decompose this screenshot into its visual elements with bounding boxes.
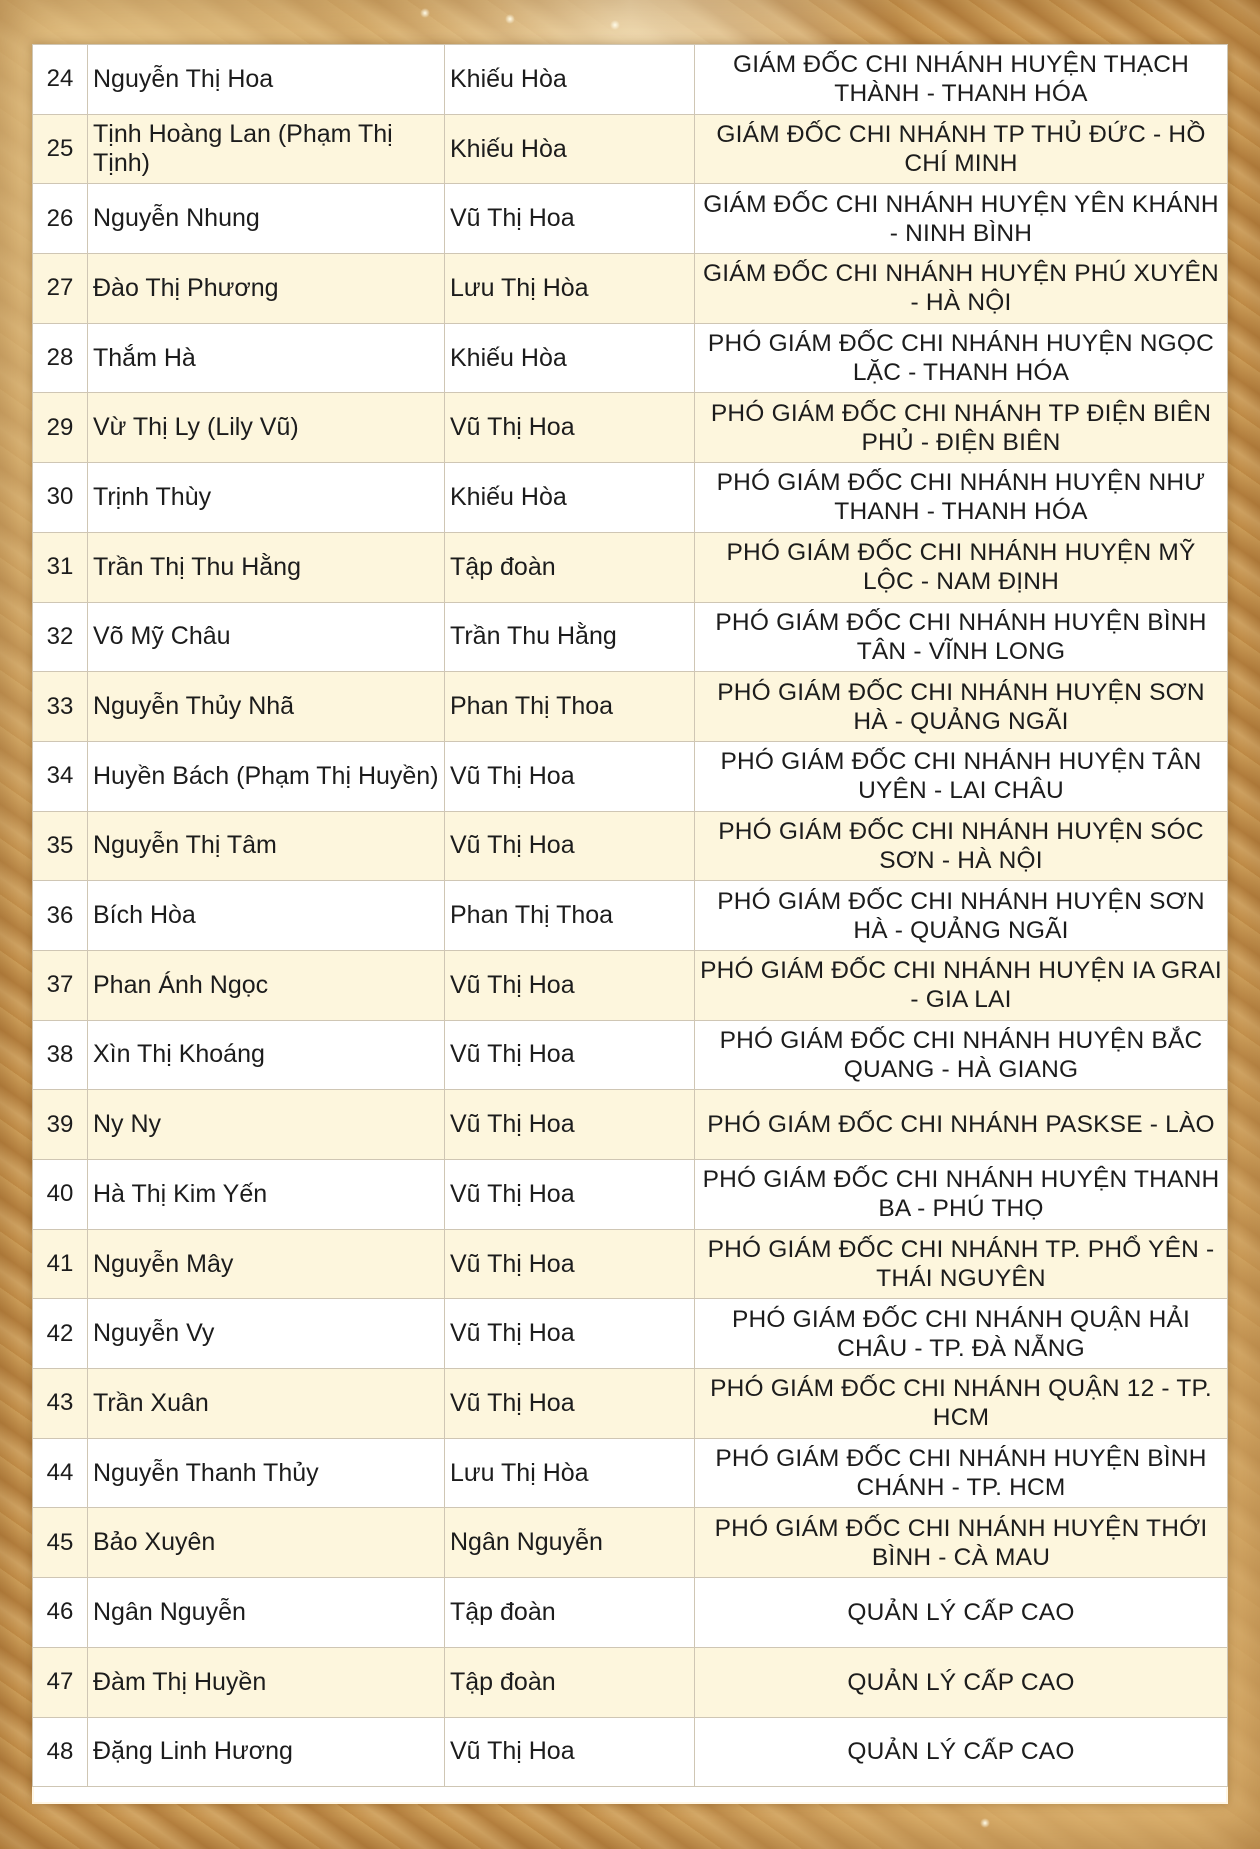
- member-name: Xìn Thị Khoáng: [88, 1020, 445, 1090]
- row-number: 37: [33, 950, 88, 1020]
- table-row: [33, 1020, 1228, 1090]
- member-name: Thắm Hà: [88, 323, 445, 393]
- member-name: Đặng Linh Hương: [88, 1717, 445, 1787]
- table-row: [33, 741, 1228, 811]
- table-row: [33, 602, 1228, 672]
- position-title: GIÁM ĐỐC CHI NHÁNH HUYỆN PHÚ XUYÊN - HÀ NỘI: [695, 254, 1228, 324]
- row-number: 38: [33, 1020, 88, 1090]
- position-title: PHÓ GIÁM ĐỐC CHI NHÁNH PASKSE - LÀO: [695, 1090, 1228, 1160]
- position-title: PHÓ GIÁM ĐỐC CHI NHÁNH HUYỆN THỚI BÌNH - CÀ MAU: [695, 1508, 1228, 1578]
- row-number: 32: [33, 602, 88, 672]
- position-title: PHÓ GIÁM ĐỐC CHI NHÁNH QUẬN HẢI CHÂU - TP. ĐÀ NẴNG: [695, 1299, 1228, 1369]
- referrer-name: Ngân Nguyễn: [445, 1508, 695, 1578]
- position-title: PHÓ GIÁM ĐỐC CHI NHÁNH HUYỆN IA GRAI - GIA LAI: [695, 950, 1228, 1020]
- row-number: 46: [33, 1578, 88, 1648]
- position-title: PHÓ GIÁM ĐỐC CHI NHÁNH HUYỆN BÌNH TÂN - VĨNH LONG: [695, 602, 1228, 672]
- table-row: [33, 393, 1228, 463]
- position-title: PHÓ GIÁM ĐỐC CHI NHÁNH HUYỆN SƠN HÀ - QUẢNG NGÃI: [695, 672, 1228, 742]
- member-name: Phan Ánh Ngọc: [88, 950, 445, 1020]
- row-number: 44: [33, 1438, 88, 1508]
- row-number: 33: [33, 672, 88, 742]
- row-number: 34: [33, 741, 88, 811]
- referrer-name: Vũ Thị Hoa: [445, 393, 695, 463]
- position-title: PHÓ GIÁM ĐỐC CHI NHÁNH HUYỆN SƠN HÀ - QUẢNG NGÃI: [695, 881, 1228, 951]
- row-number: 43: [33, 1369, 88, 1439]
- referrer-name: Vũ Thị Hoa: [445, 1717, 695, 1787]
- table-row: [33, 45, 1228, 115]
- table-row: [33, 184, 1228, 254]
- referrer-name: Tập đoàn: [445, 1647, 695, 1717]
- table-row: [33, 672, 1228, 742]
- table-row: [33, 114, 1228, 184]
- member-name: Trịnh Thùy: [88, 463, 445, 533]
- row-number: 35: [33, 811, 88, 881]
- member-name: Tịnh Hoàng Lan (Phạm Thị Tịnh): [88, 114, 445, 184]
- referrer-name: Tập đoàn: [445, 532, 695, 602]
- member-name: Nguyễn Thủy Nhã: [88, 672, 445, 742]
- row-number: 28: [33, 323, 88, 393]
- row-number: 47: [33, 1647, 88, 1717]
- member-name: Huyền Bách (Phạm Thị Huyền): [88, 741, 445, 811]
- position-title: PHÓ GIÁM ĐỐC CHI NHÁNH HUYỆN TÂN UYÊN - LAI CHÂU: [695, 741, 1228, 811]
- sparkle-decoration: [610, 20, 620, 30]
- member-name: Nguyễn Thanh Thủy: [88, 1438, 445, 1508]
- position-title: GIÁM ĐỐC CHI NHÁNH HUYỆN THẠCH THÀNH - THANH HÓA: [695, 45, 1228, 115]
- row-number: 45: [33, 1508, 88, 1578]
- roster-panel: [32, 44, 1228, 1804]
- referrer-name: Phan Thị Thoa: [445, 881, 695, 951]
- position-title: QUẢN LÝ CẤP CAO: [695, 1717, 1228, 1787]
- position-title: PHÓ GIÁM ĐỐC CHI NHÁNH HUYỆN NGỌC LẶC - THANH HÓA: [695, 323, 1228, 393]
- member-name: Đào Thị Phương: [88, 254, 445, 324]
- member-name: Trần Xuân: [88, 1369, 445, 1439]
- position-title: PHÓ GIÁM ĐỐC CHI NHÁNH HUYỆN THANH BA - PHÚ THỌ: [695, 1160, 1228, 1230]
- table-row: [33, 950, 1228, 1020]
- position-title: PHÓ GIÁM ĐỐC CHI NHÁNH TP. PHỔ YÊN - THÁI NGUYÊN: [695, 1229, 1228, 1299]
- referrer-name: Phan Thị Thoa: [445, 672, 695, 742]
- table-row: [33, 1647, 1228, 1717]
- row-number: 39: [33, 1090, 88, 1160]
- position-title: QUẢN LÝ CẤP CAO: [695, 1578, 1228, 1648]
- referrer-name: Vũ Thị Hoa: [445, 741, 695, 811]
- sparkle-decoration: [420, 8, 430, 18]
- row-number: 31: [33, 532, 88, 602]
- row-number: 48: [33, 1717, 88, 1787]
- table-row: [33, 532, 1228, 602]
- referrer-name: Lưu Thị Hòa: [445, 1438, 695, 1508]
- member-name: Nguyễn Nhung: [88, 184, 445, 254]
- table-row: [33, 811, 1228, 881]
- referrer-name: Vũ Thị Hoa: [445, 950, 695, 1020]
- table-row: [33, 1578, 1228, 1648]
- row-number: 24: [33, 45, 88, 115]
- table-row: [33, 254, 1228, 324]
- member-name: Ngân Nguyễn: [88, 1578, 445, 1648]
- table-row: [33, 881, 1228, 951]
- roster-table: [32, 44, 1228, 1787]
- table-row: [33, 1369, 1228, 1439]
- referrer-name: Vũ Thị Hoa: [445, 1369, 695, 1439]
- referrer-name: Khiếu Hòa: [445, 463, 695, 533]
- referrer-name: Vũ Thị Hoa: [445, 1020, 695, 1090]
- row-number: 30: [33, 463, 88, 533]
- member-name: Ny Ny: [88, 1090, 445, 1160]
- table-row: [33, 1717, 1228, 1787]
- row-number: 26: [33, 184, 88, 254]
- referrer-name: Tập đoàn: [445, 1578, 695, 1648]
- referrer-name: Khiếu Hòa: [445, 45, 695, 115]
- row-number: 40: [33, 1160, 88, 1230]
- referrer-name: Vũ Thị Hoa: [445, 1299, 695, 1369]
- sparkle-decoration: [980, 1818, 990, 1828]
- table-row: [33, 1160, 1228, 1230]
- table-row: [33, 1229, 1228, 1299]
- referrer-name: Trần Thu Hằng: [445, 602, 695, 672]
- row-number: 41: [33, 1229, 88, 1299]
- referrer-name: Vũ Thị Hoa: [445, 1160, 695, 1230]
- table-row: [33, 463, 1228, 533]
- row-number: 27: [33, 254, 88, 324]
- row-number: 25: [33, 114, 88, 184]
- member-name: Nguyễn Thị Tâm: [88, 811, 445, 881]
- referrer-name: Vũ Thị Hoa: [445, 811, 695, 881]
- position-title: PHÓ GIÁM ĐỐC CHI NHÁNH HUYỆN BẮC QUANG - HÀ GIANG: [695, 1020, 1228, 1090]
- member-name: Nguyễn Thị Hoa: [88, 45, 445, 115]
- referrer-name: Vũ Thị Hoa: [445, 184, 695, 254]
- position-title: GIÁM ĐỐC CHI NHÁNH TP THỦ ĐỨC - HỒ CHÍ MINH: [695, 114, 1228, 184]
- member-name: Võ Mỹ Châu: [88, 602, 445, 672]
- referrer-name: Khiếu Hòa: [445, 114, 695, 184]
- referrer-name: Vũ Thị Hoa: [445, 1229, 695, 1299]
- table-row: [33, 1438, 1228, 1508]
- table-row: [33, 1299, 1228, 1369]
- row-number: 29: [33, 393, 88, 463]
- position-title: QUẢN LÝ CẤP CAO: [695, 1647, 1228, 1717]
- position-title: PHÓ GIÁM ĐỐC CHI NHÁNH HUYỆN MỸ LỘC - NAM ĐỊNH: [695, 532, 1228, 602]
- position-title: PHÓ GIÁM ĐỐC CHI NHÁNH HUYỆN NHƯ THANH - THANH HÓA: [695, 463, 1228, 533]
- table-row: [33, 1090, 1228, 1160]
- member-name: Hà Thị Kim Yến: [88, 1160, 445, 1230]
- position-title: PHÓ GIÁM ĐỐC CHI NHÁNH QUẬN 12 - TP. HCM: [695, 1369, 1228, 1439]
- table-row: [33, 323, 1228, 393]
- member-name: Bích Hòa: [88, 881, 445, 951]
- row-number: 42: [33, 1299, 88, 1369]
- member-name: Đàm Thị Huyền: [88, 1647, 445, 1717]
- sparkle-decoration: [505, 14, 515, 24]
- position-title: GIÁM ĐỐC CHI NHÁNH HUYỆN YÊN KHÁNH - NINH BÌNH: [695, 184, 1228, 254]
- member-name: Bảo Xuyên: [88, 1508, 445, 1578]
- member-name: Vừ Thị Ly (Lily Vũ): [88, 393, 445, 463]
- position-title: PHÓ GIÁM ĐỐC CHI NHÁNH TP ĐIỆN BIÊN PHỦ - ĐIỆN BIÊN: [695, 393, 1228, 463]
- referrer-name: Vũ Thị Hoa: [445, 1090, 695, 1160]
- referrer-name: Khiếu Hòa: [445, 323, 695, 393]
- referrer-name: Lưu Thị Hòa: [445, 254, 695, 324]
- member-name: Nguyễn Vy: [88, 1299, 445, 1369]
- position-title: PHÓ GIÁM ĐỐC CHI NHÁNH HUYỆN BÌNH CHÁNH - TP. HCM: [695, 1438, 1228, 1508]
- table-row: [33, 1508, 1228, 1578]
- member-name: Nguyễn Mây: [88, 1229, 445, 1299]
- roster-table-body: [33, 45, 1228, 1787]
- position-title: PHÓ GIÁM ĐỐC CHI NHÁNH HUYỆN SÓC SƠN - HÀ NỘI: [695, 811, 1228, 881]
- row-number: 36: [33, 881, 88, 951]
- member-name: Trần Thị Thu Hằng: [88, 532, 445, 602]
